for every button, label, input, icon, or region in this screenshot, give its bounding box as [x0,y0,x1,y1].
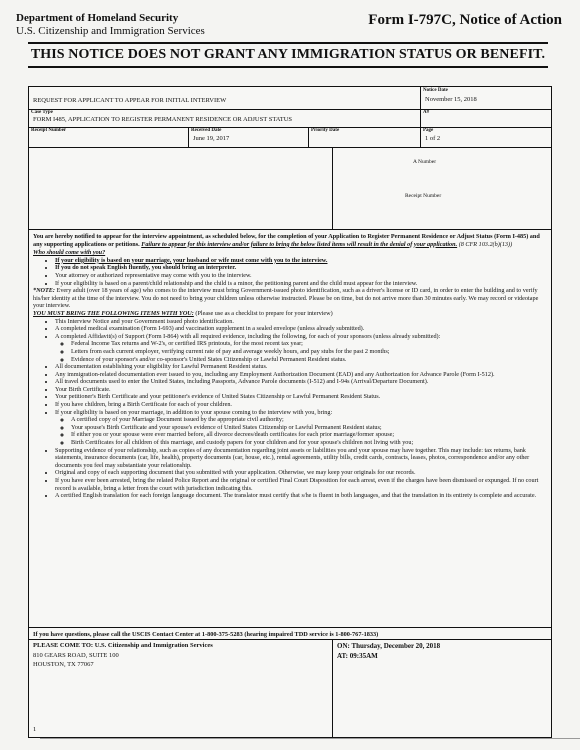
case-type: FORM I485, APPLICATION TO REGISTER PERMANENT RESIDENCE OR ADJUST STATUS [33,116,293,123]
cfr-reference: (8 CFR 103.2(b)(13)) [458,240,513,248]
note-text: Every adult (over 18 years of age) who comes to the interview must bring Government-issued photo identification, such as a driver's license or ID card, in order to enter the building and to verify his/her identity at the time of the interview. You do not need to bring your children unless otherwise instructed. Please be on time, but do not arrive more than 30 minutes early. We may record or videotape your interview. [33,287,539,310]
mailing-address-box [29,147,333,229]
list-item: • Your attorney or authorized representative may come with you to the interview. [55,272,545,280]
page-label: Page [423,128,434,133]
list-item: • This Interview Notice and your Government issued photo identification. [55,318,545,326]
list-item: • If your eligibility is based on your marriage, in addition to your spouse coming to the interview with you, bring: ◦ A certified copy of your Marriage Document issued by the appropriate civil authority; ◦ Your spouse's Birth Certificate and your spouse's evidence of United States Citizenship or Lawful Permanent Resident status; ◦ If either you or your spouse were ever married before, all divorce decrees/death certificates for each prior marriage/former spouse; ◦ Birth Certificates for all children of this marriage, and custody papers for your children and for your spouse's children not living with you; [55,409,545,447]
please-come-to: PLEASE COME TO: U.S. Citizenship and Immigration Services [33,642,213,649]
checklist [33,318,545,500]
list-item: ◦ Evidence of your sponsor's and/or co-sponsor's United States Citizenship or Lawful Permanent Resident status. [71,356,545,364]
notice-form [28,86,552,738]
list-item: • If you have ever been arrested, bring the related Police Report and the original or certified Final Court Disposition for each arrest, even if the charges have been dismissed or expunged. If no court record is available, bring a letter from the court with jurisdiction indicating this. [55,477,545,492]
request-row [29,87,551,110]
footer-divider [40,738,580,739]
list-item: ◦ A certified copy of your Marriage Document issued by the appropriate civil authority; [71,416,545,424]
list-item: • All documentation establishing your eligibility for Lawful Permanent Resident status. [55,363,545,371]
status-banner: THIS NOTICE DOES NOT GRANT ANY IMMIGRATION STATUS OR BENEFIT. [28,42,548,68]
list-item: • If your eligibility is based on your marriage, your husband or wife must come with you to the interview. [55,257,545,265]
list-item: • All travel documents used to enter the United States, including Passports, Advance Parole documents (I-512) and I-94s (Arrival/Departure Document). [55,378,545,386]
list-item: ◦ Your spouse's Birth Certificate and your spouse's evidence of United States Citizenship or Lawful Permanent Resident status; [71,424,545,432]
department-name: Department of Homeland Security [16,12,179,24]
list-item: • Any immigration-related documentation ever issued to you, including any Employment Authorization Document (EAD) and any Authorization for Advance Parole (Form I-512). [55,371,545,379]
sponsor-list [55,340,545,363]
list-item: • Your petitioner's Birth Certificate and your petitioner's evidence of United States Citizenship or Lawful Permanent Resident Status. [55,393,545,401]
intro-warning: Failure to appear for this interview and/or failure to bring the below listed items will result in the denial of your application. [141,240,458,248]
list-item: • A certified English translation for each foreign language document. The translator must certify that s/he is fluent in both languages, and that the translation in its entirety is complete and accurate. [55,492,545,500]
received-date: June 19, 2017 [193,135,230,142]
a-number-field: A Number [413,159,437,165]
list-item: • If your eligibility is based on a parent/child relationship and the child is a minor, the petitioning parent and the child must appear for the interview. [55,280,545,288]
list-item: ◦ Federal Income Tax returns and W-2's, or certified IRS printouts, for the most recent tax year; [71,340,545,348]
priority-date-label: Priority Date [311,128,340,133]
address-block-row [29,147,551,230]
note-label: *NOTE: [33,287,55,295]
receipt-number-label: Receipt Number [31,128,67,133]
notice-date-label: Notice Date [423,88,448,93]
request-title: REQUEST FOR APPLICANT TO APPEAR FOR INITIAL INTERVIEW [33,97,227,104]
appointment-date: ON: Thursday, December 20, 2018 [337,642,441,650]
location-row [29,639,551,738]
case-type-row [29,109,551,128]
address-line-1: 810 GEARS ROAD, SUITE 100 [33,652,119,659]
must-bring-sub: (Please use as a checklist to prepare for your interview) [195,309,333,317]
list-item: • A completed Affidavit(s) of Support (Form I-864) with all required evidence, including the following, for each of your sponsors (unless already submitted): ◦ Federal Income Tax returns and W-2's, or certified IRS printouts, for the most recent tax year; ◦ Letters from each current employer, verifying current rate of pay and average weekly hours, and pay stubs for the past 2 months; ◦ Evidence of your sponsor's and/or co-sponsor's United States Citizenship or Lawful Permanent Resident status. [55,333,545,363]
receipt-row [29,127,551,148]
list-item: • If you have children, bring a Birth Certificate for each of your children. [55,401,545,409]
who-heading: Who should come with you? [33,249,106,257]
must-bring-heading: YOU MUST BRING THE FOLLOWING ITEMS WITH YOU: [33,309,194,317]
list-item: • Your Birth Certificate. [55,386,545,394]
agency-name: U.S. Citizenship and Immigration Services [16,25,205,37]
list-item: • If you do not speak English fluently, you should bring an interpreter. [55,264,545,272]
appointment-time: AT: 09:35AM [337,652,378,660]
header-left [16,12,205,38]
notice-date: November 15, 2018 [425,96,477,103]
who-list [33,257,545,287]
intro-text: You are hereby notified to appear for the interview appointment, as scheduled below, for the completion of your Application to Register Permanent Residence or Adjust Status (Form I-485) and any supporting applications or petitions. [33,233,540,248]
list-item: ◦ Birth Certificates for all children of this marriage, and custody papers for your children and for your spouse's children not living with you; [71,439,545,447]
a-number-label: A# [423,110,430,115]
case-type-label: Case Type [31,110,53,115]
marriage-list [55,416,545,446]
list-item: ◦ If either you or your spouse were ever married before, all divorce decrees/death certificates for each prior marriage/former spouse; [71,431,545,439]
list-item: • A completed medical examination (Form I-693) and vaccination supplement in a sealed envelope (unless already submitted). [55,325,545,333]
notice-body [33,233,545,500]
list-item: • Supporting evidence of your relationship, such as copies of any documentation regarding joint assets or liabilities you and your spouse may have together. This may include: tax returns, bank statements, insurance documents (car, life, health), property documents (car, house, etc.), rental agreements, utility bills, credit cards, contracts, leases, photos, correspondence and/or any other documents you feel may substantiate your relationship. [55,447,545,470]
contact-line: If you have questions, please call the USCIS Contact Center at 1-800-375-5283 (hearing impaired TDD service is 1-800-767-1833) [33,631,379,638]
list-item: ◦ Letters from each current employer, verifying current rate of pay and average weekly hours, and pay stubs for the past 2 months; [71,348,545,356]
received-date-label: Received Date [191,128,222,133]
list-item: • Original and copy of each supporting document that you submitted with your application. Otherwise, we may keep your originals for our records. [55,469,545,477]
page-number: 1 of 2 [425,135,441,142]
form-title: Form I-797C, Notice of Action [368,12,562,28]
receipt-number-field: Receipt Number [405,193,442,199]
box-number: 1 [33,726,37,733]
address-line-2: HOUSTON, TX 77067 [33,661,94,668]
